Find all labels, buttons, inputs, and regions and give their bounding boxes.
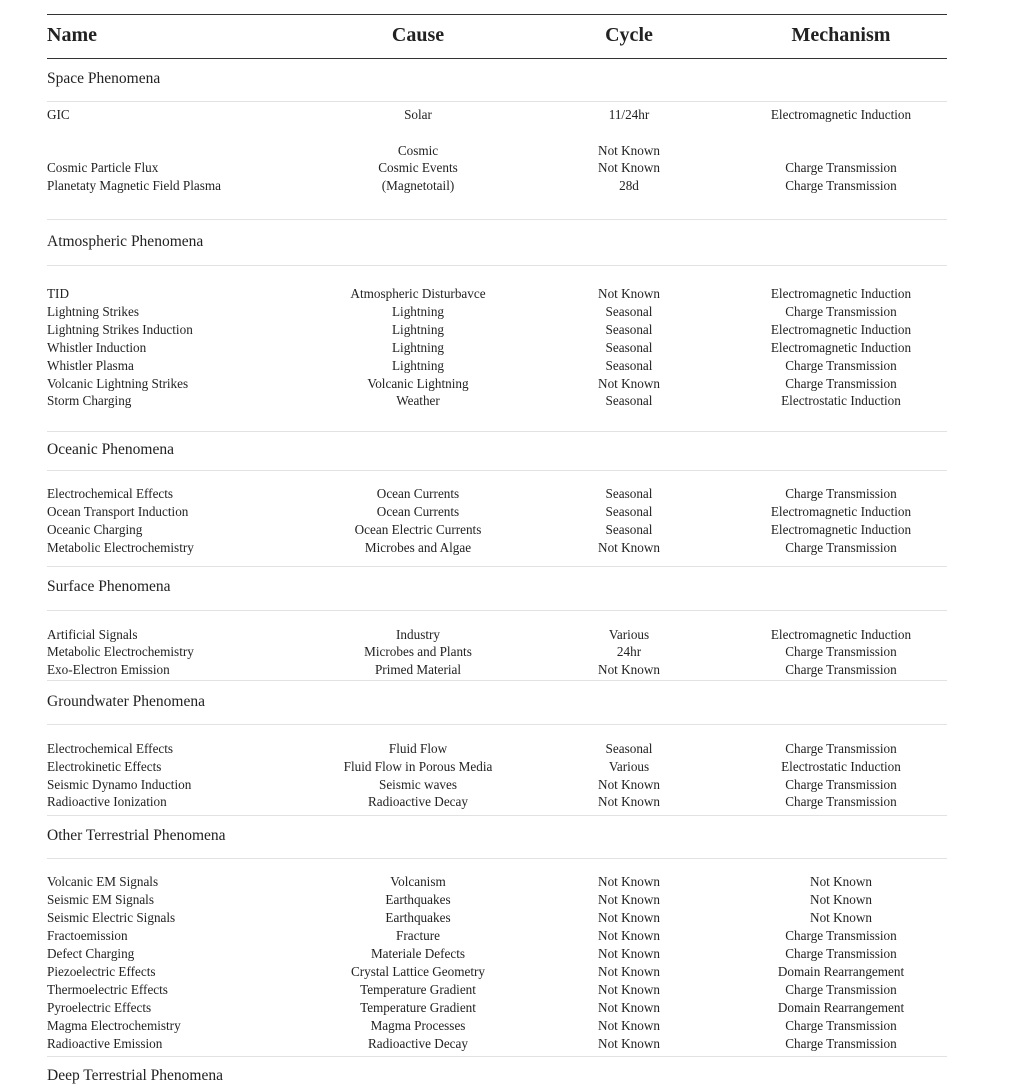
cell-cause: Volcanic Lightning	[367, 376, 469, 391]
cell-name: Electrochemical Effects	[47, 486, 174, 501]
cell-mechanism: Charge Transmission	[785, 1018, 897, 1033]
cell-cycle: Seasonal	[605, 322, 653, 337]
cell-cause: Earthquakes	[385, 892, 451, 907]
section-divider	[47, 219, 947, 220]
cell-mechanism: Not Known	[810, 874, 872, 889]
cell-mechanism: Charge Transmission	[785, 540, 897, 555]
cell-mechanism: Electromagnetic Induction	[770, 627, 912, 642]
cell-mechanism: Charge Transmission	[785, 178, 897, 193]
section-title: Other Terrestrial Phenomena	[47, 827, 226, 844]
cell-mechanism: Not Known	[810, 910, 872, 925]
cell-name: Seismic Dynamo Induction	[47, 777, 192, 792]
cell-name: Electrokinetic Effects	[47, 759, 162, 774]
cell-mechanism: Charge Transmission	[785, 662, 897, 677]
cell-name: Defect Charging	[47, 946, 135, 961]
cell-mechanism: Domain Rearrangement	[777, 964, 905, 979]
cell-cause: Crystal Lattice Geometry	[350, 964, 486, 979]
cell-cause: Ocean Currents	[376, 504, 460, 519]
cell-cycle: Not Known	[598, 1000, 660, 1015]
cell-cycle: Seasonal	[605, 486, 653, 501]
cell-name: Pyroelectric Effects	[47, 1000, 152, 1015]
section-title: Oceanic Phenomena	[47, 441, 174, 458]
cell-name: Metabolic Electrochemistry	[47, 644, 194, 659]
cell-mechanism: Charge Transmission	[785, 1036, 897, 1051]
cell-cause: Temperature Gradient	[360, 982, 476, 997]
cell-cycle: Not Known	[598, 982, 660, 997]
cell-cycle: Seasonal	[605, 522, 653, 537]
cell-mechanism: Electrostatic Induction	[781, 759, 901, 774]
cell-cause: Seismic waves	[378, 777, 458, 792]
section-divider	[47, 101, 947, 102]
section-divider	[47, 610, 947, 611]
cell-name: Ocean Transport Induction	[47, 504, 189, 519]
cell-cycle: Seasonal	[605, 340, 653, 355]
section-divider	[47, 858, 947, 859]
cell-mechanism: Charge Transmission	[785, 794, 897, 809]
cell-name: Volcanic EM Signals	[47, 874, 159, 889]
cell-cycle: Not Known	[598, 1018, 660, 1033]
cell-cycle: Seasonal	[605, 304, 653, 319]
cell-name: Cosmic Particle Flux	[47, 160, 159, 175]
cell-cause: Lightning	[391, 340, 445, 355]
cell-mechanism: Charge Transmission	[785, 741, 897, 756]
header-cause: Cause	[391, 24, 445, 46]
cell-cause: Cosmic	[397, 143, 439, 158]
cell-cycle: 11/24hr	[608, 107, 650, 122]
section-divider	[47, 680, 947, 681]
cell-mechanism: Electromagnetic Induction	[770, 504, 912, 519]
cell-cycle: Not Known	[598, 143, 660, 158]
cell-name: Radioactive Ionization	[47, 794, 167, 809]
cell-cause: Lightning	[391, 358, 445, 373]
cell-cycle: Not Known	[598, 794, 660, 809]
cell-cause: Microbes and Algae	[364, 540, 472, 555]
cell-cycle: Seasonal	[605, 358, 653, 373]
cell-mechanism: Charge Transmission	[785, 160, 897, 175]
cell-name: Artificial Signals	[47, 627, 138, 642]
cell-name: Fractoemission	[47, 928, 128, 943]
cell-mechanism: Charge Transmission	[785, 777, 897, 792]
cell-name: Whistler Induction	[47, 340, 147, 355]
cell-name: Whistler Plasma	[47, 358, 134, 373]
cell-cause: Primed Material	[374, 662, 462, 677]
section-title: Surface Phenomena	[47, 578, 171, 595]
cell-name: GIC	[47, 107, 70, 122]
cell-cycle: 28d	[619, 178, 639, 193]
cell-name: Piezoelectric Effects	[47, 964, 156, 979]
cell-cycle: Various	[608, 627, 650, 642]
cell-cycle: Not Known	[598, 376, 660, 391]
cell-cause: Industry	[396, 627, 440, 642]
cell-cause: Lightning	[391, 322, 445, 337]
cell-name: Volcanic Lightning Strikes	[47, 376, 189, 391]
section-title: Atmospheric Phenomena	[47, 233, 204, 250]
cell-cause: Earthquakes	[385, 910, 451, 925]
cell-mechanism: Electromagnetic Induction	[770, 340, 912, 355]
cell-cause: Microbes and Plants	[364, 644, 472, 659]
cell-name: Thermoelectric Effects	[47, 982, 168, 997]
cell-name: Seismic EM Signals	[47, 892, 154, 907]
cell-cause: Materiale Defects	[370, 946, 466, 961]
cell-cycle: Not Known	[598, 540, 660, 555]
cell-cause: Lightning	[391, 304, 445, 319]
cell-mechanism: Electromagnetic Induction	[770, 322, 912, 337]
cell-cause: Temperature Gradient	[360, 1000, 476, 1015]
cell-cycle: Not Known	[598, 946, 660, 961]
cell-mechanism: Charge Transmission	[785, 928, 897, 943]
cell-cause: Radioactive Decay	[368, 1036, 468, 1051]
cell-mechanism: Electromagnetic Induction	[770, 286, 912, 301]
cell-cycle: Seasonal	[605, 393, 653, 408]
cell-mechanism: Electromagnetic Induction	[770, 107, 912, 122]
cell-name: Planetaty Magnetic Field Plasma	[47, 178, 221, 193]
section-divider	[47, 265, 947, 266]
cell-cause: Solar	[404, 107, 432, 122]
cell-cause: Volcanism	[390, 874, 446, 889]
cell-cause: Radioactive Decay	[368, 794, 468, 809]
cell-mechanism: Charge Transmission	[785, 486, 897, 501]
cell-name: Radioactive Emission	[47, 1036, 163, 1051]
cell-mechanism: Electrostatic Induction	[781, 393, 901, 408]
cell-name: Metabolic Electrochemistry	[47, 540, 194, 555]
cell-name: Seismic Electric Signals	[47, 910, 176, 925]
cell-name: Lightning Strikes	[47, 304, 139, 319]
cell-cause: Atmospheric Disturbavce	[350, 286, 486, 301]
cell-cycle: Not Known	[598, 1036, 660, 1051]
header-mechanism: Mechanism	[791, 24, 891, 46]
section-divider	[47, 566, 947, 567]
section-title: Deep Terrestrial Phenomena	[47, 1067, 223, 1084]
cell-cause: Weather	[396, 393, 440, 408]
cell-mechanism: Charge Transmission	[785, 304, 897, 319]
cell-cycle: Not Known	[598, 874, 660, 889]
section-divider	[47, 724, 947, 725]
cell-cycle: Not Known	[598, 910, 660, 925]
cell-cause: Fluid Flow in Porous Media	[343, 759, 493, 774]
cell-cycle: Not Known	[598, 286, 660, 301]
cell-cause: Fluid Flow	[388, 741, 448, 756]
cell-cause: Magma Processes	[370, 1018, 466, 1033]
cell-cycle: Not Known	[598, 892, 660, 907]
cell-cycle: Not Known	[598, 964, 660, 979]
cell-cycle: Not Known	[598, 928, 660, 943]
cell-cycle: Not Known	[598, 662, 660, 677]
cell-name: Magma Electrochemistry	[47, 1018, 181, 1033]
cell-mechanism: Domain Rearrangement	[777, 1000, 905, 1015]
section-divider	[47, 1056, 947, 1057]
section-divider	[47, 815, 947, 816]
header-bottom-rule	[47, 58, 947, 59]
cell-name: Storm Charging	[47, 393, 132, 408]
section-title: Space Phenomena	[47, 70, 161, 87]
section-title: Groundwater Phenomena	[47, 693, 205, 710]
cell-name: Lightning Strikes Induction	[47, 322, 193, 337]
cell-cause: Cosmic Events	[378, 160, 458, 175]
cell-cycle: Not Known	[598, 160, 660, 175]
cell-cause: Ocean Electric Currents	[354, 522, 482, 537]
cell-cycle: Seasonal	[605, 504, 653, 519]
header-name: Name	[47, 24, 97, 46]
cell-mechanism: Charge Transmission	[785, 946, 897, 961]
cell-mechanism: Not Known	[810, 892, 872, 907]
cell-cycle: Seasonal	[605, 741, 653, 756]
table-top-rule	[47, 14, 947, 15]
cell-name: Exo-Electron Emission	[47, 662, 170, 677]
cell-cycle: Not Known	[598, 777, 660, 792]
cell-mechanism: Charge Transmission	[785, 376, 897, 391]
cell-name: Oceanic Charging	[47, 522, 143, 537]
section-divider	[47, 470, 947, 471]
cell-mechanism: Charge Transmission	[785, 358, 897, 373]
cell-mechanism: Electromagnetic Induction	[770, 522, 912, 537]
cell-name: TID	[47, 286, 69, 301]
cell-cause: Ocean Currents	[376, 486, 460, 501]
section-divider	[47, 431, 947, 432]
header-cycle: Cycle	[605, 24, 653, 46]
cell-mechanism: Charge Transmission	[785, 644, 897, 659]
cell-cycle: 24hr	[616, 644, 642, 659]
cell-cause: Fracture	[396, 928, 440, 943]
cell-cycle: Various	[608, 759, 650, 774]
cell-cause: (Magnetotail)	[381, 178, 455, 193]
cell-mechanism: Charge Transmission	[785, 982, 897, 997]
cell-name: Electrochemical Effects	[47, 741, 174, 756]
